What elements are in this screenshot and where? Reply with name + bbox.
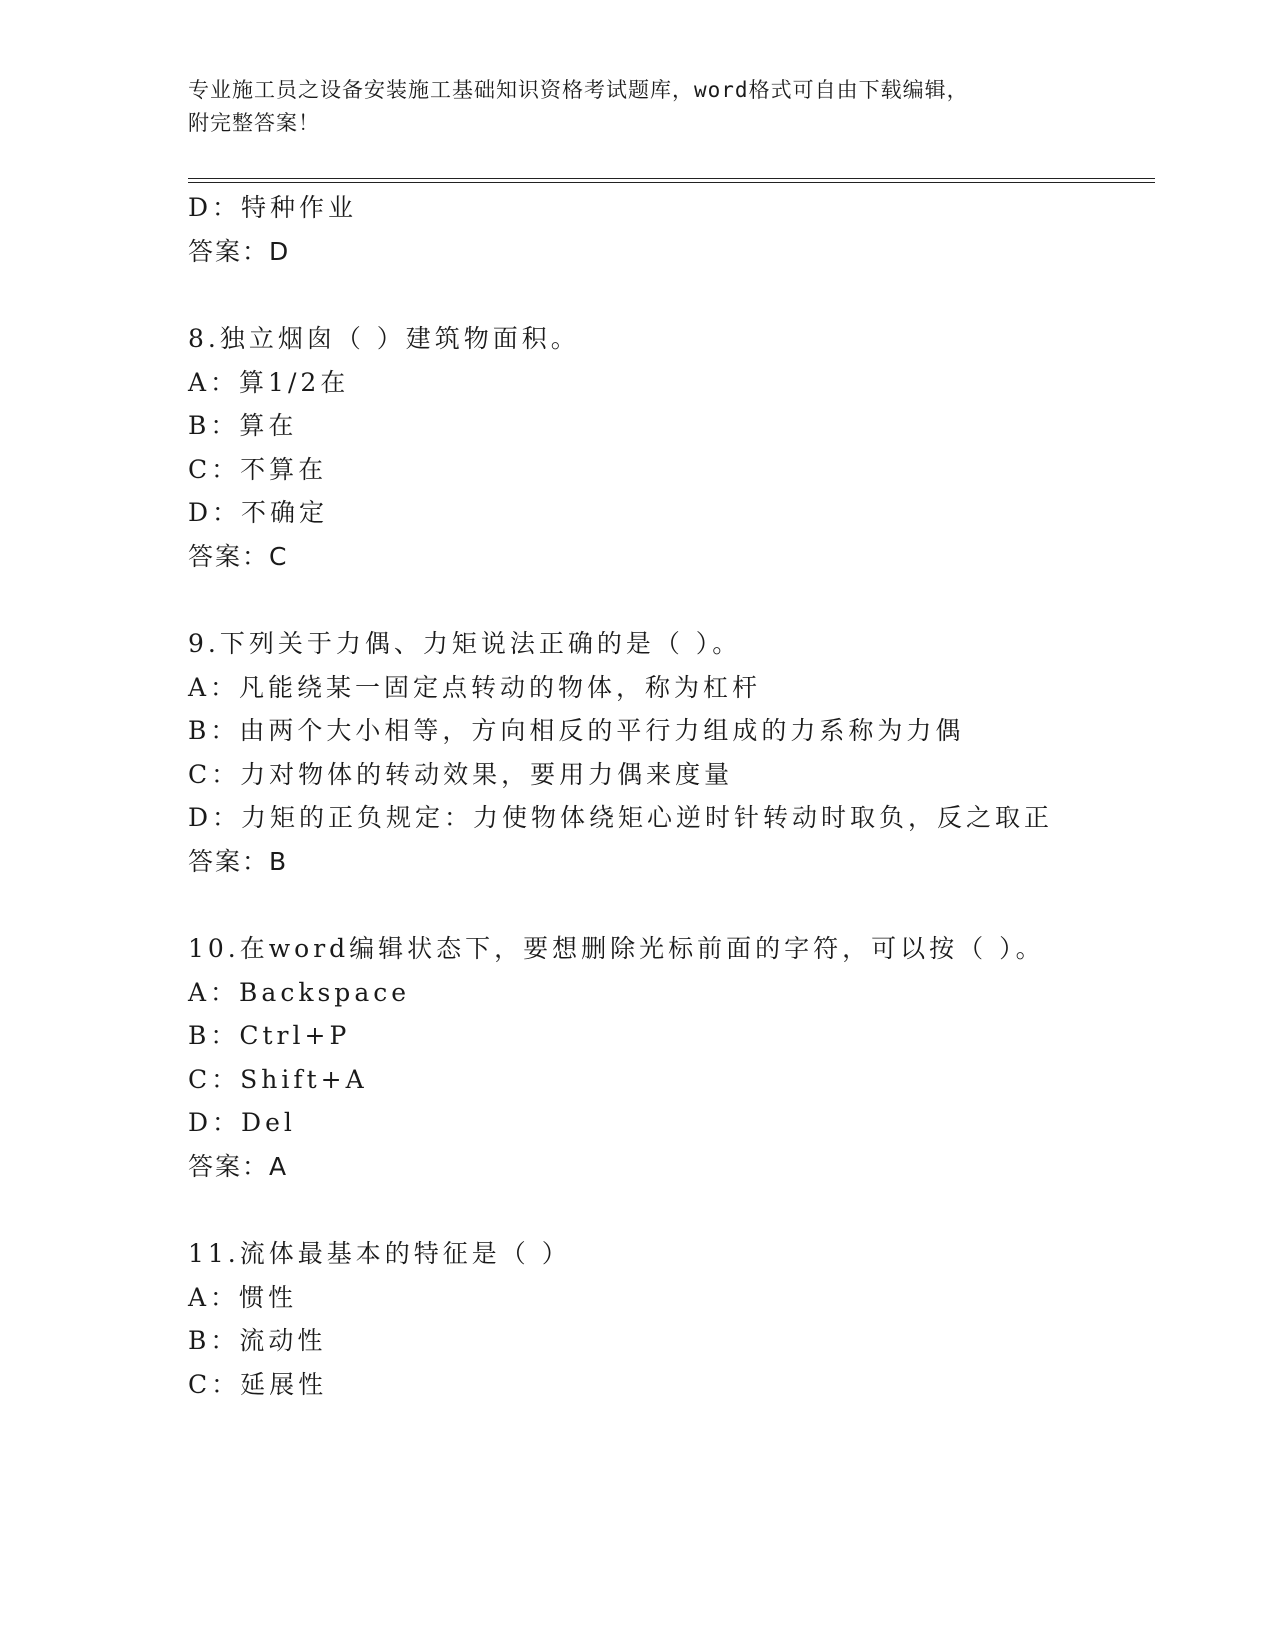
option-a: A：算1/2在 bbox=[188, 368, 350, 397]
answer-line: 答案：A bbox=[188, 1152, 289, 1181]
header-line-2: 附完整答案！ bbox=[188, 111, 320, 135]
option-c: C：不算在 bbox=[188, 455, 328, 484]
option-d: D：力矩的正负规定：力使物体绕矩心逆时针转动时取负，反之取正 bbox=[188, 803, 1054, 832]
question-stem: 8.独立烟囱（ ）建筑物面积。 bbox=[188, 324, 580, 353]
header-divider-bottom bbox=[188, 182, 1155, 183]
option-b: B：流动性 bbox=[188, 1326, 327, 1355]
option-c: C：延展性 bbox=[188, 1370, 328, 1399]
option-d: D：不确定 bbox=[188, 498, 329, 527]
option-c: C：Shift+A bbox=[188, 1065, 368, 1094]
question-stem: 9.下列关于力偶、力矩说法正确的是（ ）。 bbox=[188, 629, 742, 658]
option-a: A：凡能绕某一固定点转动的物体，称为杠杆 bbox=[188, 673, 762, 702]
option-d: D：特种作业 bbox=[188, 193, 358, 222]
option-b: B：算在 bbox=[188, 411, 298, 440]
header-line-1: 专业施工员之设备安装施工基础知识资格考试题库，word格式可自由下载编辑， bbox=[188, 78, 969, 102]
option-c: C：力对物体的转动效果，要用力偶来度量 bbox=[188, 760, 734, 789]
question-stem: 10.在word编辑状态下，要想删除光标前面的字符，可以按（ ）。 bbox=[188, 934, 1045, 963]
option-b: B：Ctrl+P bbox=[188, 1021, 351, 1050]
header-divider-top bbox=[188, 178, 1155, 179]
question-stem: 11.流体最基本的特征是（ ） bbox=[188, 1239, 571, 1268]
answer-line: 答案：B bbox=[188, 847, 289, 876]
option-d: D：Del bbox=[188, 1108, 296, 1137]
option-a: A：Backspace bbox=[188, 978, 411, 1007]
answer-line: 答案：C bbox=[188, 542, 289, 571]
answer-line: 答案：D bbox=[188, 237, 291, 266]
document-header bbox=[188, 74, 1068, 140]
option-a: A：惯性 bbox=[188, 1283, 298, 1312]
option-b: B：由两个大小相等，方向相反的平行力组成的力系称为力偶 bbox=[188, 716, 965, 745]
